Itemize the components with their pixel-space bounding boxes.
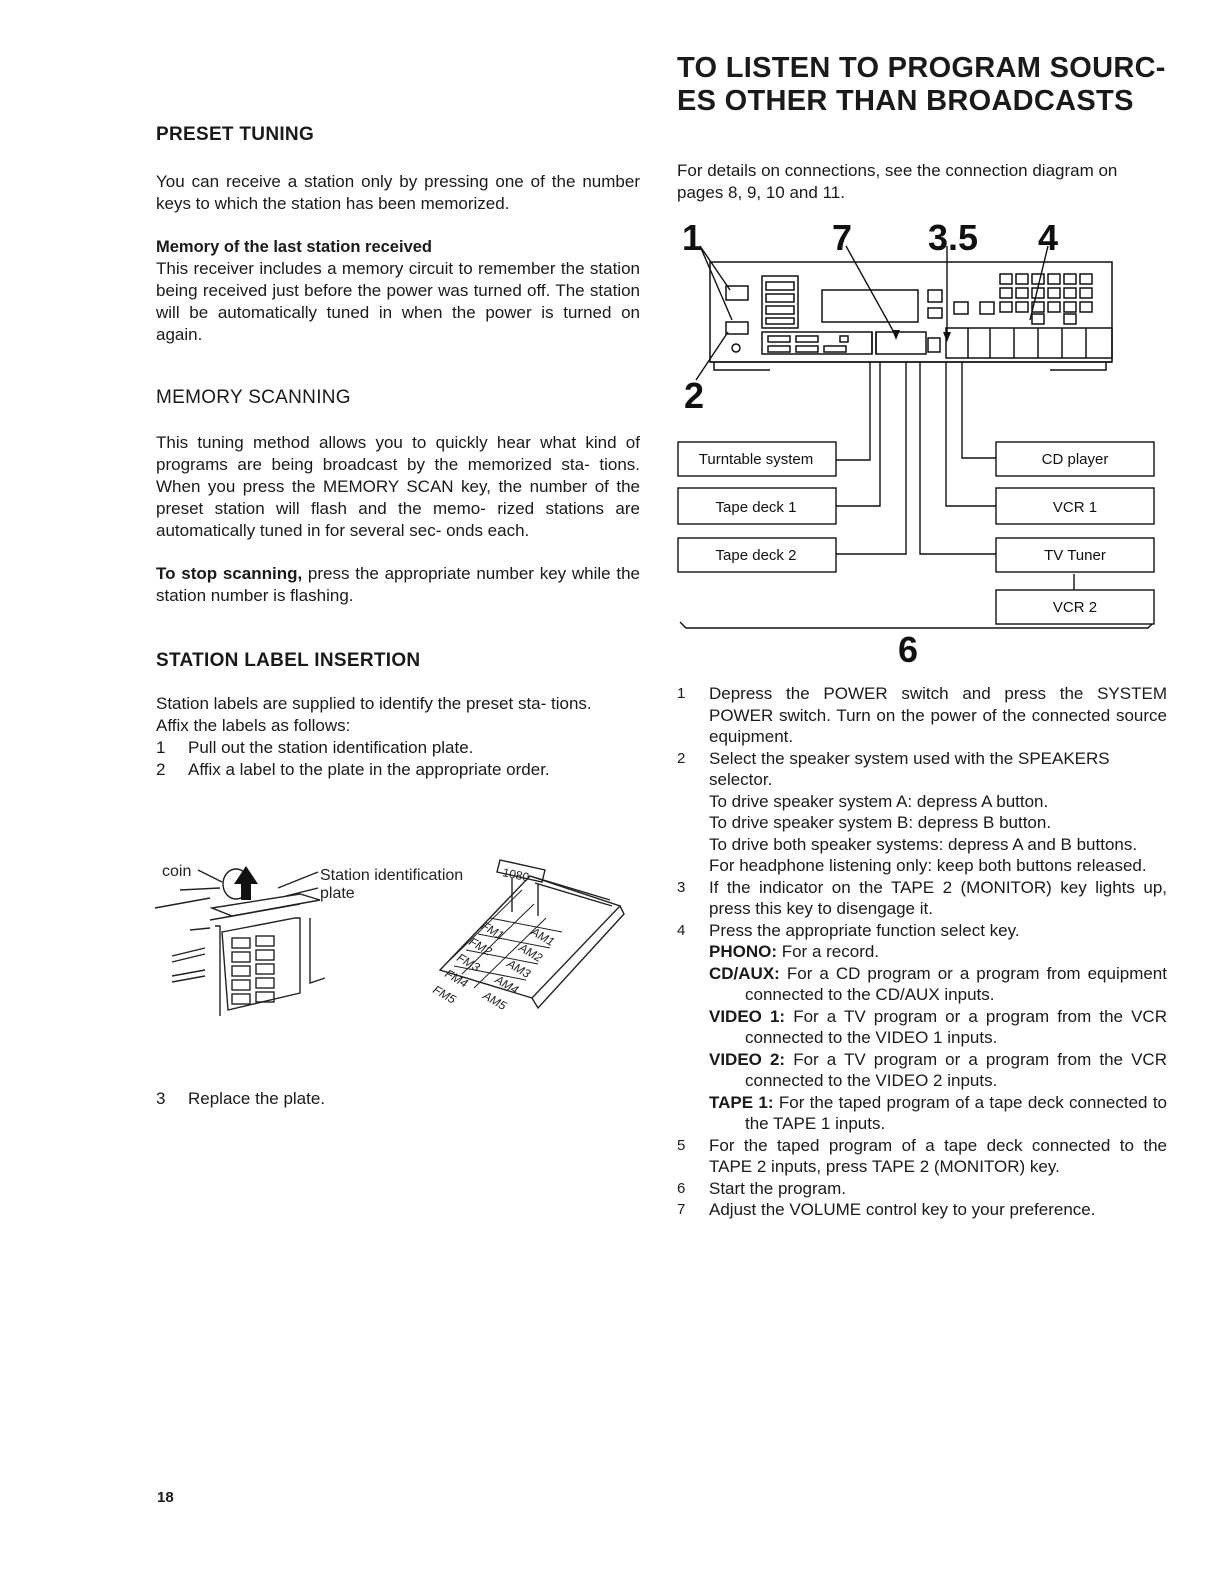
callout-3-5: 3.5 bbox=[928, 217, 979, 258]
label-am2: AM2 bbox=[516, 940, 545, 965]
function-desc: For a TV program or a program from the VCR connected to the VIDEO 1 inputs. bbox=[745, 1006, 1167, 1047]
plate-label-line1: Station identification bbox=[320, 867, 464, 884]
label-fm1: FM1 bbox=[478, 918, 507, 943]
vcr-2-label: VCR 2 bbox=[1052, 599, 1098, 616]
stop-scanning-text bbox=[156, 563, 640, 607]
label-am5: AM5 bbox=[480, 988, 509, 1013]
memory-scanning-heading: MEMORY SCANNING bbox=[156, 387, 351, 408]
function-label: PHONO: bbox=[709, 942, 777, 961]
list-item bbox=[677, 748, 1167, 877]
step-number: 2 bbox=[156, 760, 166, 779]
function-cd-aux bbox=[709, 963, 1167, 1006]
step-text: For the taped program of a tape deck connected to the TAPE 2 inputs, press TAPE 2 (MONITOR) key. bbox=[709, 1135, 1167, 1176]
step-number: 1 bbox=[677, 685, 686, 702]
function-label: CD/AUX: bbox=[709, 963, 780, 983]
coin-label: coin bbox=[162, 863, 192, 880]
cd-player-label: CD player bbox=[1041, 451, 1109, 468]
step-number: 1 bbox=[156, 738, 166, 757]
list-item bbox=[156, 759, 640, 781]
step-number: 5 bbox=[677, 1136, 686, 1154]
list-item bbox=[156, 1088, 640, 1110]
step-text: Start the program. bbox=[709, 1178, 847, 1198]
step-number: 6 bbox=[677, 1179, 686, 1197]
tape-deck-1-label: Tape deck 1 bbox=[715, 499, 797, 516]
page-title bbox=[677, 52, 1197, 118]
label-am3: AM3 bbox=[504, 956, 533, 981]
callout-1: 1 bbox=[682, 217, 703, 258]
step-text: Replace the plate. bbox=[188, 1089, 326, 1108]
list-item bbox=[677, 1199, 1167, 1221]
plate-label-line2: plate bbox=[320, 885, 355, 902]
tv-tuner-label: TV Tuner bbox=[1044, 547, 1106, 564]
step-text: Depress the POWER switch and press the SYSTEM POWER switch. Turn on the power of the connected source equipment. bbox=[709, 684, 1167, 746]
function-phono bbox=[709, 941, 1167, 963]
title-line-2: ES OTHER THAN BROADCASTS bbox=[677, 85, 1134, 117]
station-label-figure bbox=[150, 848, 640, 1038]
label-fm2: FM2 bbox=[466, 934, 495, 959]
step-text: Pull out the station identification plate. bbox=[188, 738, 474, 757]
function-desc: For the taped program of a tape deck connected to the TAPE 1 inputs. bbox=[745, 1092, 1168, 1133]
preset-tuning-body: You can receive a station only by pressing one of the number keys to which the station has been memorized. bbox=[156, 172, 640, 213]
label-fm5: FM5 bbox=[430, 982, 459, 1007]
function-label: VIDEO 2: bbox=[709, 1049, 786, 1069]
callout-4: 4 bbox=[1038, 217, 1059, 258]
callout-6: 6 bbox=[898, 629, 919, 670]
label-steps-list bbox=[156, 737, 640, 781]
function-label: TAPE 1: bbox=[709, 1092, 774, 1112]
label-step3 bbox=[156, 1088, 640, 1110]
step-number: 2 bbox=[677, 749, 686, 767]
step-text: Adjust the VOLUME control key to your preference. bbox=[709, 1200, 1096, 1219]
turntable-label: Turntable system bbox=[698, 451, 814, 468]
step-text: Press the appropriate function select key. bbox=[709, 920, 1020, 940]
receiver-unit bbox=[710, 262, 1112, 370]
step-text: Select the speaker system used with the SPEAKERS selector. bbox=[709, 748, 1110, 789]
label-am4: AM4 bbox=[492, 972, 521, 997]
step-number: 3 bbox=[677, 878, 686, 896]
callout-2: 2 bbox=[684, 375, 705, 416]
up-arrow-icon bbox=[234, 866, 258, 900]
step-number: 4 bbox=[677, 921, 686, 939]
function-desc: For a record. bbox=[777, 942, 880, 961]
list-item bbox=[677, 1178, 1167, 1200]
function-video-2 bbox=[709, 1049, 1167, 1092]
label-insertion-intro: Station labels are supplied to identify the preset sta- tions. bbox=[156, 694, 592, 713]
listen-steps-list bbox=[677, 683, 1167, 1221]
label-am1: AM1 bbox=[528, 924, 557, 949]
function-desc: For a TV program or a program from the VCR connected to the VIDEO 2 inputs. bbox=[745, 1049, 1167, 1090]
function-label: VIDEO 1: bbox=[709, 1006, 786, 1026]
label-insertion-affix: Affix the labels as follows: bbox=[156, 716, 351, 735]
function-video-1 bbox=[709, 1006, 1167, 1049]
list-item bbox=[677, 920, 1167, 1135]
memory-last-station-heading: Memory of the last station received bbox=[156, 238, 432, 256]
left-column bbox=[156, 120, 640, 781]
speaker-a-line: To drive speaker system A: depress A button. bbox=[709, 791, 1049, 811]
function-desc: For a CD program or a program from equipment connected to the CD/AUX inputs. bbox=[745, 963, 1167, 1004]
memory-scanning-body: This tuning method allows you to quickly hear what kind of programs are being broadcast by the memorized sta- tions. When you press the MEMORY SCAN key, the number of the preset station will flash and the memo- rized stations are automatically tuned in for several sec- onds each. bbox=[156, 433, 640, 540]
callout-7: 7 bbox=[832, 217, 853, 258]
label-fm3: FM3 bbox=[454, 950, 483, 975]
label-fm4: FM4 bbox=[442, 966, 471, 991]
speaker-ab-line: To drive both speaker systems: depress A and B buttons. bbox=[709, 834, 1138, 854]
step-number: 7 bbox=[677, 1201, 686, 1218]
step-number: 3 bbox=[156, 1089, 166, 1108]
step-text: If the indicator on the TAPE 2 (MONITOR) key lights up, press this key to disengage it. bbox=[709, 877, 1167, 918]
stop-scanning-bold: To stop scanning, bbox=[156, 564, 303, 583]
function-tape-1 bbox=[709, 1092, 1167, 1135]
list-item bbox=[156, 737, 640, 759]
connection-diagram bbox=[670, 210, 1170, 670]
speaker-b-line: To drive speaker system B: depress B button. bbox=[709, 813, 1052, 832]
preset-tuning-heading: PRESET TUNING bbox=[156, 124, 315, 145]
memory-last-station-body: This receiver includes a memory circuit to remember the station being received just before the power was turned off. The station will be automatically tuned in when the power is turned on again. bbox=[156, 259, 640, 344]
headphone-line: For headphone listening only: keep both buttons released. bbox=[709, 856, 1147, 875]
page-number: 18 bbox=[157, 1489, 174, 1506]
title-line-1: TO LISTEN TO PROGRAM SOURC- bbox=[677, 52, 1166, 84]
connections-intro: For details on connections, see the connection diagram on pages 8, 9, 10 and 11. bbox=[677, 161, 1118, 202]
step-text: Affix a label to the plate in the appropriate order. bbox=[188, 760, 550, 779]
list-item bbox=[677, 1135, 1167, 1178]
vcr-1-label: VCR 1 bbox=[1052, 499, 1098, 516]
plate-tab-label: 1080 bbox=[501, 865, 531, 885]
tape-deck-2-label: Tape deck 2 bbox=[715, 547, 797, 564]
label-insertion-heading: STATION LABEL INSERTION bbox=[156, 650, 421, 671]
list-item bbox=[677, 877, 1167, 920]
list-item bbox=[677, 683, 1167, 748]
stop-scanning-rest: press the appropriate number key while the station number is flashing. bbox=[156, 564, 640, 605]
